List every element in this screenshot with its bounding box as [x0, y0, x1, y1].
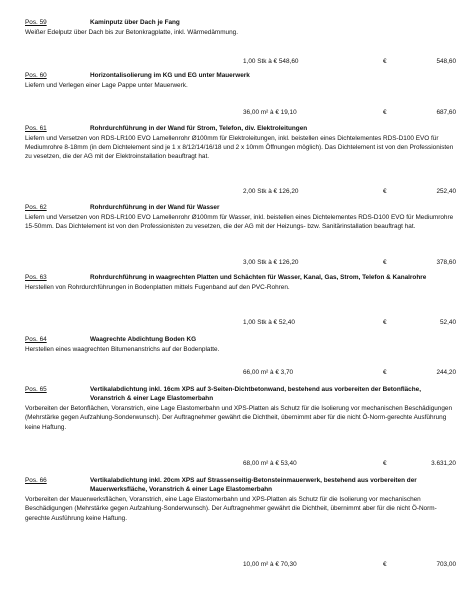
position-total: 687,60	[436, 109, 456, 116]
quantity-unit-price: 3,00 Stk à € 126,20	[243, 259, 299, 266]
position-number: Pos. 62	[25, 204, 47, 211]
position-total: 252,40	[436, 188, 456, 195]
position-65	[25, 385, 456, 467]
position-title: Kaminputz über Dach je Fang	[90, 19, 180, 26]
position-number: Pos. 59	[25, 19, 47, 26]
price-row	[25, 459, 456, 469]
position-total: 703,00	[436, 561, 456, 568]
position-64	[25, 335, 456, 376]
quantity-unit-price: 68,00 m² à € 53,40	[243, 460, 297, 467]
currency-symbol: €	[383, 460, 387, 467]
position-total: 52,40	[440, 319, 456, 326]
price-row	[25, 108, 456, 118]
position-59	[25, 18, 456, 65]
quantity-unit-price: 1,00 Stk à € 548,60	[243, 58, 299, 65]
position-description: Liefern und Versetzen von RDS-LR100 EVO Lamellenrohr Ø100mm für Wasser, inkl. beistellen eines Dichtelementes RDS-D100 EVO für Mediumrohre 15-50mm. Das Dichtelement ist von den Professionisten zu vesetzen, die der AG mit der Heizungs- bzw. Sanitärinstallation beauftragt hat.	[25, 213, 454, 231]
position-header	[25, 476, 456, 495]
price-row	[25, 187, 456, 197]
position-total: 3.631,20	[431, 460, 456, 467]
position-number: Pos. 65	[25, 386, 47, 393]
position-description: Liefern und Versetzen von RDS-LR100 EVO Lamellenrohr Ø100mm für Elektroleitungen, inkl. beistellen eines Dichtelementes RDS-D100 EVO für Mediumrohre 8-18mm (in dem Dichtelement sind je 1 x 8/12/14/16/18 und 2 x 10mm Öffnungen möglich). Das Dichtelement ist von den Professionisten zu vesetzen, die der AG mit der Elektroinstallation beauftragt hat.	[25, 134, 454, 161]
currency-symbol: €	[383, 561, 387, 568]
position-total: 244,20	[436, 369, 456, 376]
position-header	[25, 124, 456, 133]
position-title: Horizontalisolierung im KG und EG unter Mauerwerk	[90, 72, 250, 79]
position-title: Rohrdurchführung in der Wand für Strom, Telefon, div. Elektroleitungen	[90, 125, 308, 132]
position-header	[25, 203, 456, 212]
position-header	[25, 71, 456, 80]
currency-symbol: €	[383, 109, 387, 116]
position-title: Rohrdurchführung in der Wand für Wasser	[90, 204, 220, 211]
position-description: Herstellen eines waagrechten Bitumenanstrichs auf der Bodenplatte.	[25, 345, 220, 353]
currency-symbol: €	[383, 319, 387, 326]
position-number: Pos. 66	[25, 477, 47, 484]
position-description: Herstellen von Rohrdurchführungen in Bodenplatten mittels Fugenband auf den PVC-Rohren.	[25, 283, 290, 291]
position-63	[25, 273, 456, 326]
position-61	[25, 124, 456, 195]
price-row	[25, 560, 456, 570]
price-row	[25, 258, 456, 268]
position-title: Vertikalabdichtung inkl. 20cm XPS auf Strassenseitig-Betonsteinmauerwerk, bestehend aus vorbereiten der Mauerwerksfläche, Voranstrich & einer Lage Elastomerbahn	[90, 477, 417, 494]
quantity-unit-price: 36,00 m² à € 19,10	[243, 109, 297, 116]
position-total: 378,60	[436, 259, 456, 266]
position-title: Vertikalabdichtung inkl. 16cm XPS auf 3-Seiten-Dichtbetonwand, bestehend aus vorbereiten der Betonfläche, Voranstrich & einer Lage Elastomerbahn	[90, 386, 421, 403]
currency-symbol: €	[383, 259, 387, 266]
position-60	[25, 71, 456, 116]
position-title: Rohrdurchführung in waagrechten Platten und Schächten für Wasser, Kanal, Gas, Strom, Telefon & Kanalrohre	[90, 274, 427, 281]
position-header	[25, 273, 456, 282]
price-row	[25, 368, 456, 378]
quantity-unit-price: 2,00 Stk à € 126,20	[243, 188, 299, 195]
position-number: Pos. 61	[25, 125, 47, 132]
position-62	[25, 203, 456, 266]
position-header	[25, 385, 456, 404]
price-row	[25, 318, 456, 328]
position-header	[25, 18, 456, 27]
position-description: Liefern und Verlegen einer Lage Pappe unter Mauerwerk.	[25, 81, 188, 89]
position-number: Pos. 64	[25, 336, 47, 343]
price-row	[25, 57, 456, 67]
position-number: Pos. 63	[25, 274, 47, 281]
position-title: Waagrechte Abdichtung Boden KG	[90, 336, 197, 343]
quantity-unit-price: 1,00 Stk à € 52,40	[243, 319, 295, 326]
currency-symbol: €	[383, 188, 387, 195]
position-total: 548,60	[436, 58, 456, 65]
currency-symbol: €	[383, 369, 387, 376]
position-header	[25, 335, 456, 344]
position-description: Vorbereiten der Betonflächen, Voranstrich, eine Lage Elastomerbahn und XPS-Platten als Schutz für die Isolierung vor mechanischen Beschädigungen (Mehrstärke gegen Aufzahlung-Sonderwunsch). Der Auftragnehmer gewährt die Dichtheit, übernimmt aber für die nicht Ö-Norm-gerechte Ausführung keine Haftung.	[25, 405, 453, 431]
position-description: Weißer Edelputz über Dach bis zur Betonkragplatte, inkl. Wärmedämmung.	[25, 28, 238, 36]
position-description: Vorbereiten der Mauerwerksflächen, Voranstrich, eine Lage Elastomerbahn und XPS-Platten als Schutz für die Isolierung vor mechanischen Beschädigungen (Mehrstärke gegen Aufzahlung-Sonderwunsch). Der Auftragnehmer gewährt die Dichtheit, übernimmt aber für die nicht Ö-Norm-gerechte Ausführung keine Haftung.	[25, 496, 437, 522]
position-66	[25, 476, 456, 568]
quantity-unit-price: 10,00 m² à € 70,30	[243, 561, 297, 568]
currency-symbol: €	[383, 58, 387, 65]
position-number: Pos. 60	[25, 72, 47, 79]
quantity-unit-price: 66,00 m² à € 3,70	[243, 369, 294, 376]
